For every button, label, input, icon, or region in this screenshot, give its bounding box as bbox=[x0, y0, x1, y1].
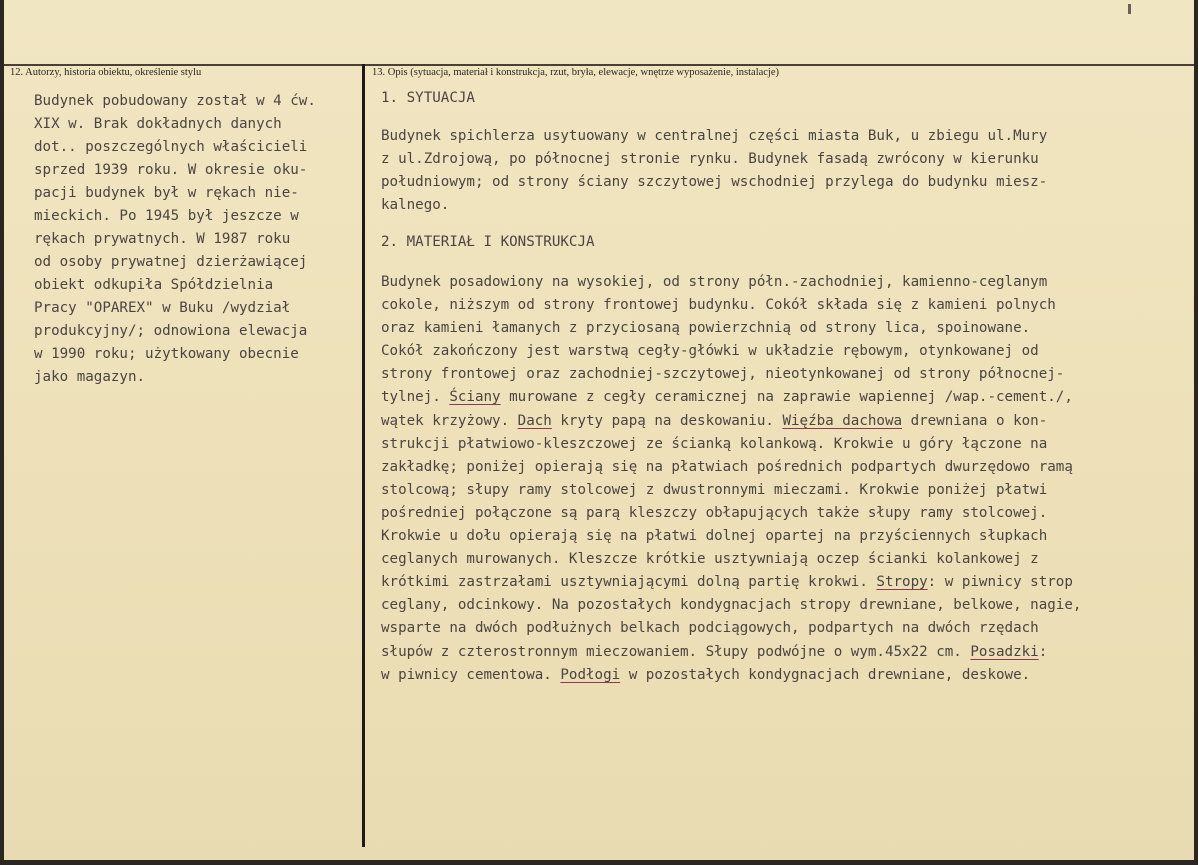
text-line bbox=[381, 664, 1081, 687]
text-line bbox=[381, 548, 1081, 571]
text-segment: tylnej. bbox=[381, 389, 450, 406]
text-line: Budynek pobudowany został w 4 ćw. bbox=[34, 93, 316, 109]
text-segment: strony frontowej oraz zachodniej-szczytowej, nieotynkowanej od strony północnej- bbox=[381, 366, 1065, 383]
text-segment: : w piwnicy strop bbox=[927, 574, 1073, 591]
text-line bbox=[381, 479, 1081, 502]
text-line: obiekt odkupiła Spółdzielnia bbox=[34, 277, 274, 293]
text-segment: Cokół zakończony jest warstwą cegły-główki w układzie rębowym, otynkowanej od bbox=[381, 343, 1039, 360]
sytuacja-title: 1. SYTUACJA bbox=[381, 90, 475, 106]
text-segment: wsparte na dwóch podłużnych belkach podciągowych, podpartych na dwóch rzędach bbox=[381, 620, 1039, 637]
section-12-heading: 12. Autorzy, historia obiektu, określenie stylu bbox=[10, 67, 202, 78]
archival-record-card bbox=[4, 0, 1194, 860]
text-line bbox=[381, 525, 1081, 548]
text-line bbox=[381, 594, 1081, 617]
text-segment: w piwnicy cementowa. bbox=[381, 666, 561, 683]
underlined-term: Stropy bbox=[876, 574, 928, 591]
text-segment: stolcową; słupy ramy stolcowej z dwustronnymi mieczami. Krokwie poniżej płatwi bbox=[381, 481, 1048, 498]
text-segment: drewniana o kon- bbox=[902, 412, 1048, 429]
text-line: pacji budynek był w rękach nie- bbox=[34, 185, 299, 201]
text-line: w 1990 roku; użytkowany obecnie bbox=[34, 346, 299, 362]
text-segment: cokole, niższym od strony frontowej budynku. Cokół składa się z kamieni polnych bbox=[381, 297, 1056, 314]
text-segment: ceglany, odcinkowy. Na pozostałych kondygnacjach stropy drewniane, belkowe, nagie, bbox=[381, 597, 1082, 614]
text-segment: Budynek posadowiony na wysokiej, od strony półn.-zachodniej, kamienno-ceglanym bbox=[381, 274, 1048, 290]
text-line bbox=[381, 340, 1081, 363]
text-segment: strukcji płatwiowo-kleszczowej ze ścianką kolankową. Krokwie u góry łączone na bbox=[381, 435, 1048, 452]
text-segment: pośredniej połączone są parą kleszczy obłapujących także słupy ramy stolcowej. bbox=[381, 504, 1048, 521]
text-line: od osoby prywatnej dzierżawiącej bbox=[34, 254, 308, 270]
text-line bbox=[381, 363, 1081, 386]
text-line bbox=[381, 410, 1081, 433]
text-line bbox=[381, 617, 1081, 640]
sytuacja-text bbox=[381, 125, 1047, 217]
section-13-heading: 13. Opis (sytuacja, materiał i konstrukcja, rzut, bryła, elewacje, wnętrze wyposażenie, instalacje) bbox=[372, 67, 780, 78]
underlined-term: Więźba dachowa bbox=[782, 412, 903, 429]
edge-mark bbox=[1128, 4, 1131, 14]
text-line: rękach prywatnych. W 1987 roku bbox=[34, 231, 291, 247]
text-line bbox=[381, 456, 1081, 479]
text-line bbox=[381, 641, 1081, 664]
text-line bbox=[381, 502, 1081, 525]
text-segment: wątek krzyżowy. bbox=[381, 412, 518, 429]
text-segment: krótkimi zastrzałami usztywniającymi dolną partię krokwi. bbox=[381, 574, 877, 591]
header-rule bbox=[4, 64, 1194, 66]
text-line bbox=[381, 433, 1081, 456]
text-segment: oraz kamieni łamanych z przyciosaną powierzchnią od strony lica, spoinowane. bbox=[381, 320, 1031, 337]
text-segment: murowane z cegły ceramicznej na zaprawie wapiennej /wap.-cement./, bbox=[500, 389, 1073, 406]
text-segment: : bbox=[1038, 643, 1048, 660]
history-text bbox=[34, 90, 316, 389]
column-divider bbox=[362, 64, 365, 847]
underlined-term: Posadzki bbox=[970, 643, 1039, 660]
text-line: XIX w. Brak dokładnych danych bbox=[34, 116, 282, 132]
text-line: południowym; od strony ściany szczytowej wschodniej przylega do budynku miesz- bbox=[381, 174, 1048, 190]
text-line: Pracy "OPAREX" w Buku /wydział bbox=[34, 300, 291, 316]
material-title: 2. MATERIAŁ I KONSTRUKCJA bbox=[381, 234, 595, 250]
text-line: jako magazyn. bbox=[34, 369, 146, 385]
text-line: kalnego. bbox=[381, 197, 450, 213]
text-line: Budynek spichlerza usytuowany w centralnej części miasta Buk, u zbiegu ul.Mury bbox=[381, 128, 1048, 144]
text-line bbox=[381, 386, 1081, 409]
text-line: sprzed 1939 roku. W okresie oku- bbox=[34, 162, 308, 178]
text-line: dot.. poszczególnych właścicieli bbox=[34, 139, 308, 155]
text-segment: ceglanych murowanych. Kleszcze krótkie usztywniają oczep ścianki kolankowej z bbox=[381, 551, 1039, 568]
underlined-term: Dach bbox=[517, 412, 552, 429]
text-line bbox=[381, 571, 1081, 594]
text-line: z ul.Zdrojową, po północnej stronie rynku. Budynek fasadą zwrócony w kierunku bbox=[381, 151, 1039, 167]
text-line bbox=[381, 294, 1081, 317]
text-line: mieckich. Po 1945 był jeszcze w bbox=[34, 208, 299, 224]
text-line bbox=[381, 317, 1081, 340]
text-segment: Krokwie u dołu opierają się na płatwi dolnej opartej na przyściennych słupkach bbox=[381, 528, 1048, 545]
text-line bbox=[381, 271, 1081, 294]
text-segment: w pozostałych kondygnacjach drewniane, deskowe. bbox=[620, 666, 1031, 683]
text-segment: słupów z czterostronnym mieczowaniem. Słupy podwójne o wym.45x22 cm. bbox=[381, 643, 971, 660]
underlined-term: Podłogi bbox=[560, 666, 621, 683]
text-segment: zakładkę; poniżej opierają się na płatwiach pośrednich podpartych dwurzędowo ramą bbox=[381, 458, 1073, 475]
text-segment: kryty papą na deskowaniu. bbox=[551, 412, 783, 429]
underlined-term: Ściany bbox=[449, 389, 501, 406]
material-text bbox=[381, 271, 1081, 687]
text-line: produkcyjny/; odnowiona elewacja bbox=[34, 323, 308, 339]
